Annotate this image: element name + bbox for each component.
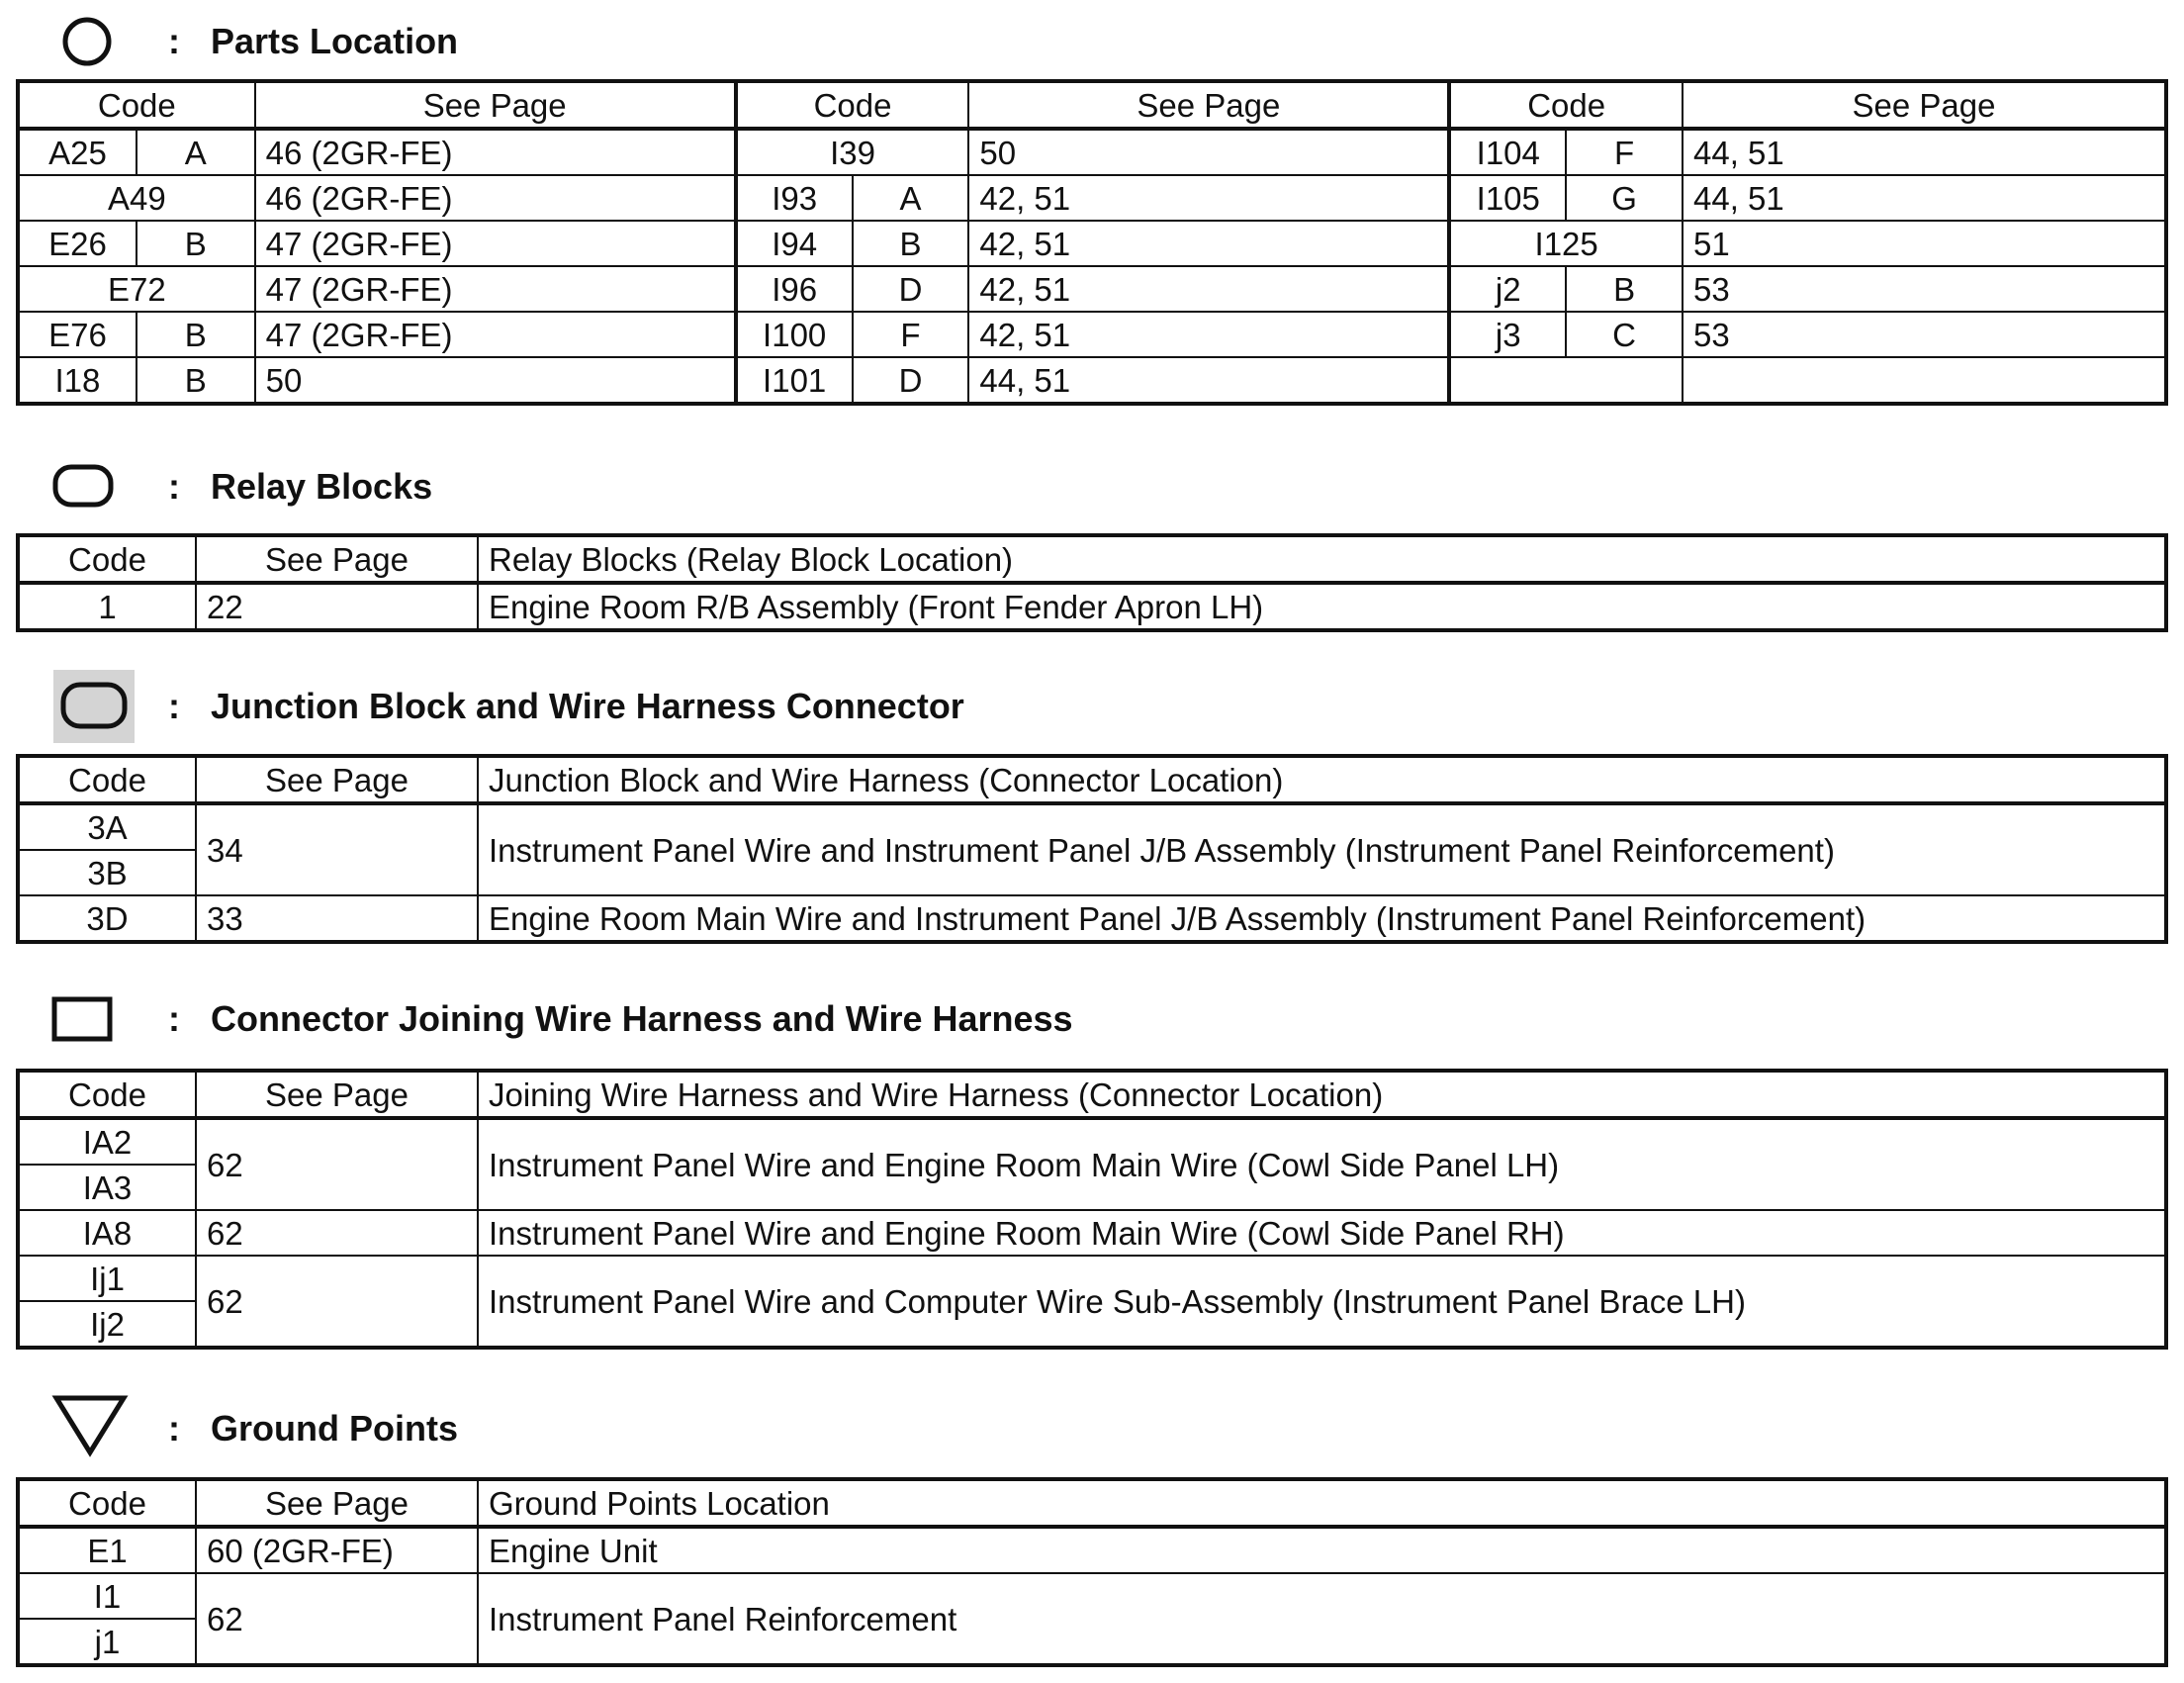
code-cell: 1 bbox=[18, 583, 196, 630]
code-cell: E26 bbox=[18, 221, 136, 266]
header-see-page: See Page bbox=[1683, 81, 2166, 129]
page-cell: 46 (2GR-FE) bbox=[255, 129, 736, 175]
code-cell: j1 bbox=[18, 1619, 196, 1665]
sub-code-cell: B bbox=[136, 221, 255, 266]
table-row bbox=[18, 1527, 2166, 1573]
header-description: Ground Points Location bbox=[478, 1479, 2166, 1527]
description-cell: Engine Unit bbox=[478, 1527, 2166, 1573]
page-cell: 53 bbox=[1683, 312, 2166, 357]
sub-code-cell: B bbox=[853, 221, 969, 266]
header-description: Junction Block and Wire Harness (Connector Location) bbox=[478, 756, 2166, 803]
page-cell: 62 bbox=[196, 1118, 478, 1210]
header-description: Relay Blocks (Relay Block Location) bbox=[478, 535, 2166, 583]
section-title: Parts Location bbox=[211, 21, 459, 61]
page-cell: 51 bbox=[1683, 221, 2166, 266]
code-cell: A49 bbox=[18, 175, 255, 221]
sub-code-cell: B bbox=[1566, 266, 1683, 312]
description-cell: Instrument Panel Wire and Engine Room Main Wire (Cowl Side Panel LH) bbox=[478, 1118, 2166, 1210]
page-cell: 53 bbox=[1683, 266, 2166, 312]
table-row bbox=[18, 1256, 2166, 1301]
page-cell: 62 bbox=[196, 1210, 478, 1256]
table-row bbox=[18, 129, 2166, 175]
header-see-page: See Page bbox=[196, 535, 478, 583]
code-cell: I96 bbox=[736, 266, 853, 312]
code-cell: I93 bbox=[736, 175, 853, 221]
sub-code-cell: F bbox=[1566, 129, 1683, 175]
page-cell: 60 (2GR-FE) bbox=[196, 1527, 478, 1573]
joining-connector-table bbox=[16, 1069, 2168, 1350]
code-cell: 3D bbox=[18, 895, 196, 942]
code-cell: I1 bbox=[18, 1573, 196, 1619]
empty-cell bbox=[1683, 357, 2166, 404]
page-cell: 22 bbox=[196, 583, 478, 630]
relay-blocks-table bbox=[16, 533, 2168, 632]
description-cell: Engine Room Main Wire and Instrument Panel J/B Assembly (Instrument Panel Reinforcement) bbox=[478, 895, 2166, 942]
sub-code-cell: D bbox=[853, 266, 969, 312]
code-cell: I94 bbox=[736, 221, 853, 266]
table-row bbox=[18, 1210, 2166, 1256]
circle-icon bbox=[61, 16, 113, 67]
code-cell: I125 bbox=[1449, 221, 1683, 266]
page-cell: 44, 51 bbox=[1683, 175, 2166, 221]
sub-code-cell: D bbox=[853, 357, 969, 404]
header-see-page: See Page bbox=[196, 1479, 478, 1527]
code-cell: 3B bbox=[18, 850, 196, 895]
table-row bbox=[18, 312, 2166, 357]
colon: : bbox=[168, 1408, 180, 1449]
page-cell: 42, 51 bbox=[968, 312, 1449, 357]
section-title: Connector Joining Wire Harness and Wire Harness bbox=[211, 998, 1073, 1039]
table-row bbox=[18, 1573, 2166, 1619]
header-see-page: See Page bbox=[196, 1071, 478, 1118]
code-cell: I101 bbox=[736, 357, 853, 404]
description-cell: Instrument Panel Wire and Engine Room Main Wire (Cowl Side Panel RH) bbox=[478, 1210, 2166, 1256]
page-cell: 42, 51 bbox=[968, 266, 1449, 312]
header-code: Code bbox=[18, 1479, 196, 1527]
section-title: Junction Block and Wire Harness Connector bbox=[211, 686, 964, 726]
page-cell: 33 bbox=[196, 895, 478, 942]
rounded-rect-icon bbox=[51, 463, 115, 511]
page-cell: 42, 51 bbox=[968, 175, 1449, 221]
down-triangle-icon bbox=[51, 1393, 129, 1458]
description-cell: Engine Room R/B Assembly (Front Fender Apron LH) bbox=[478, 583, 2166, 630]
page-cell: 47 (2GR-FE) bbox=[255, 312, 736, 357]
sub-code-cell: G bbox=[1566, 175, 1683, 221]
page-cell: 47 (2GR-FE) bbox=[255, 266, 736, 312]
sub-code-cell: F bbox=[853, 312, 969, 357]
code-cell: 3A bbox=[18, 803, 196, 850]
shaded-rounded-rect-icon bbox=[53, 670, 135, 743]
code-cell: I105 bbox=[1449, 175, 1566, 221]
header-see-page: See Page bbox=[196, 756, 478, 803]
sub-code-cell: C bbox=[1566, 312, 1683, 357]
code-cell: Ij2 bbox=[18, 1301, 196, 1348]
header-code: Code bbox=[18, 81, 255, 129]
sub-code-cell: B bbox=[136, 312, 255, 357]
description-cell: Instrument Panel Wire and Instrument Panel J/B Assembly (Instrument Panel Reinforcement) bbox=[478, 803, 2166, 895]
table-row bbox=[18, 803, 2166, 850]
section-title: Ground Points bbox=[211, 1408, 458, 1449]
colon: : bbox=[168, 686, 180, 726]
page-cell: 47 (2GR-FE) bbox=[255, 221, 736, 266]
ground-points-table bbox=[16, 1477, 2168, 1667]
table-row bbox=[18, 583, 2166, 630]
code-cell: IA2 bbox=[18, 1118, 196, 1165]
code-cell: E1 bbox=[18, 1527, 196, 1573]
page-cell: 46 (2GR-FE) bbox=[255, 175, 736, 221]
table-row bbox=[18, 175, 2166, 221]
square-icon bbox=[51, 995, 113, 1043]
table-row bbox=[18, 895, 2166, 942]
description-cell: Instrument Panel Reinforcement bbox=[478, 1573, 2166, 1665]
junction-block-table bbox=[16, 754, 2168, 944]
code-cell: IA8 bbox=[18, 1210, 196, 1256]
header-code: Code bbox=[18, 756, 196, 803]
header-code: Code bbox=[736, 81, 969, 129]
code-cell: E76 bbox=[18, 312, 136, 357]
header-code: Code bbox=[18, 1071, 196, 1118]
page-cell: 34 bbox=[196, 803, 478, 895]
sub-code-cell: A bbox=[136, 129, 255, 175]
header-code: Code bbox=[18, 535, 196, 583]
code-cell: I39 bbox=[736, 129, 969, 175]
page-cell: 42, 51 bbox=[968, 221, 1449, 266]
code-cell: I100 bbox=[736, 312, 853, 357]
description-cell: Instrument Panel Wire and Computer Wire Sub-Assembly (Instrument Panel Brace LH) bbox=[478, 1256, 2166, 1348]
sub-code-cell: A bbox=[853, 175, 969, 221]
page-cell: 50 bbox=[968, 129, 1449, 175]
header-see-page: See Page bbox=[968, 81, 1449, 129]
parts-location-table bbox=[16, 79, 2168, 406]
code-cell: A25 bbox=[18, 129, 136, 175]
section-title: Relay Blocks bbox=[211, 466, 433, 507]
page-cell: 44, 51 bbox=[1683, 129, 2166, 175]
colon: : bbox=[168, 466, 180, 507]
table-row bbox=[18, 221, 2166, 266]
table-row bbox=[18, 1118, 2166, 1165]
table-row bbox=[18, 357, 2166, 404]
page-cell: 50 bbox=[255, 357, 736, 404]
empty-cell bbox=[1449, 357, 1683, 404]
page-cell: 62 bbox=[196, 1573, 478, 1665]
page-cell: 44, 51 bbox=[968, 357, 1449, 404]
page-cell: 62 bbox=[196, 1256, 478, 1348]
code-cell: j3 bbox=[1449, 312, 1566, 357]
code-cell: j2 bbox=[1449, 266, 1566, 312]
colon: : bbox=[168, 21, 180, 61]
code-cell: E72 bbox=[18, 266, 255, 312]
sub-code-cell: B bbox=[136, 357, 255, 404]
code-cell: I104 bbox=[1449, 129, 1566, 175]
code-cell: IA3 bbox=[18, 1165, 196, 1210]
code-cell: I18 bbox=[18, 357, 136, 404]
colon: : bbox=[168, 998, 180, 1039]
code-cell: Ij1 bbox=[18, 1256, 196, 1301]
header-see-page: See Page bbox=[255, 81, 736, 129]
header-description: Joining Wire Harness and Wire Harness (Connector Location) bbox=[478, 1071, 2166, 1118]
header-code: Code bbox=[1449, 81, 1683, 129]
table-row bbox=[18, 266, 2166, 312]
